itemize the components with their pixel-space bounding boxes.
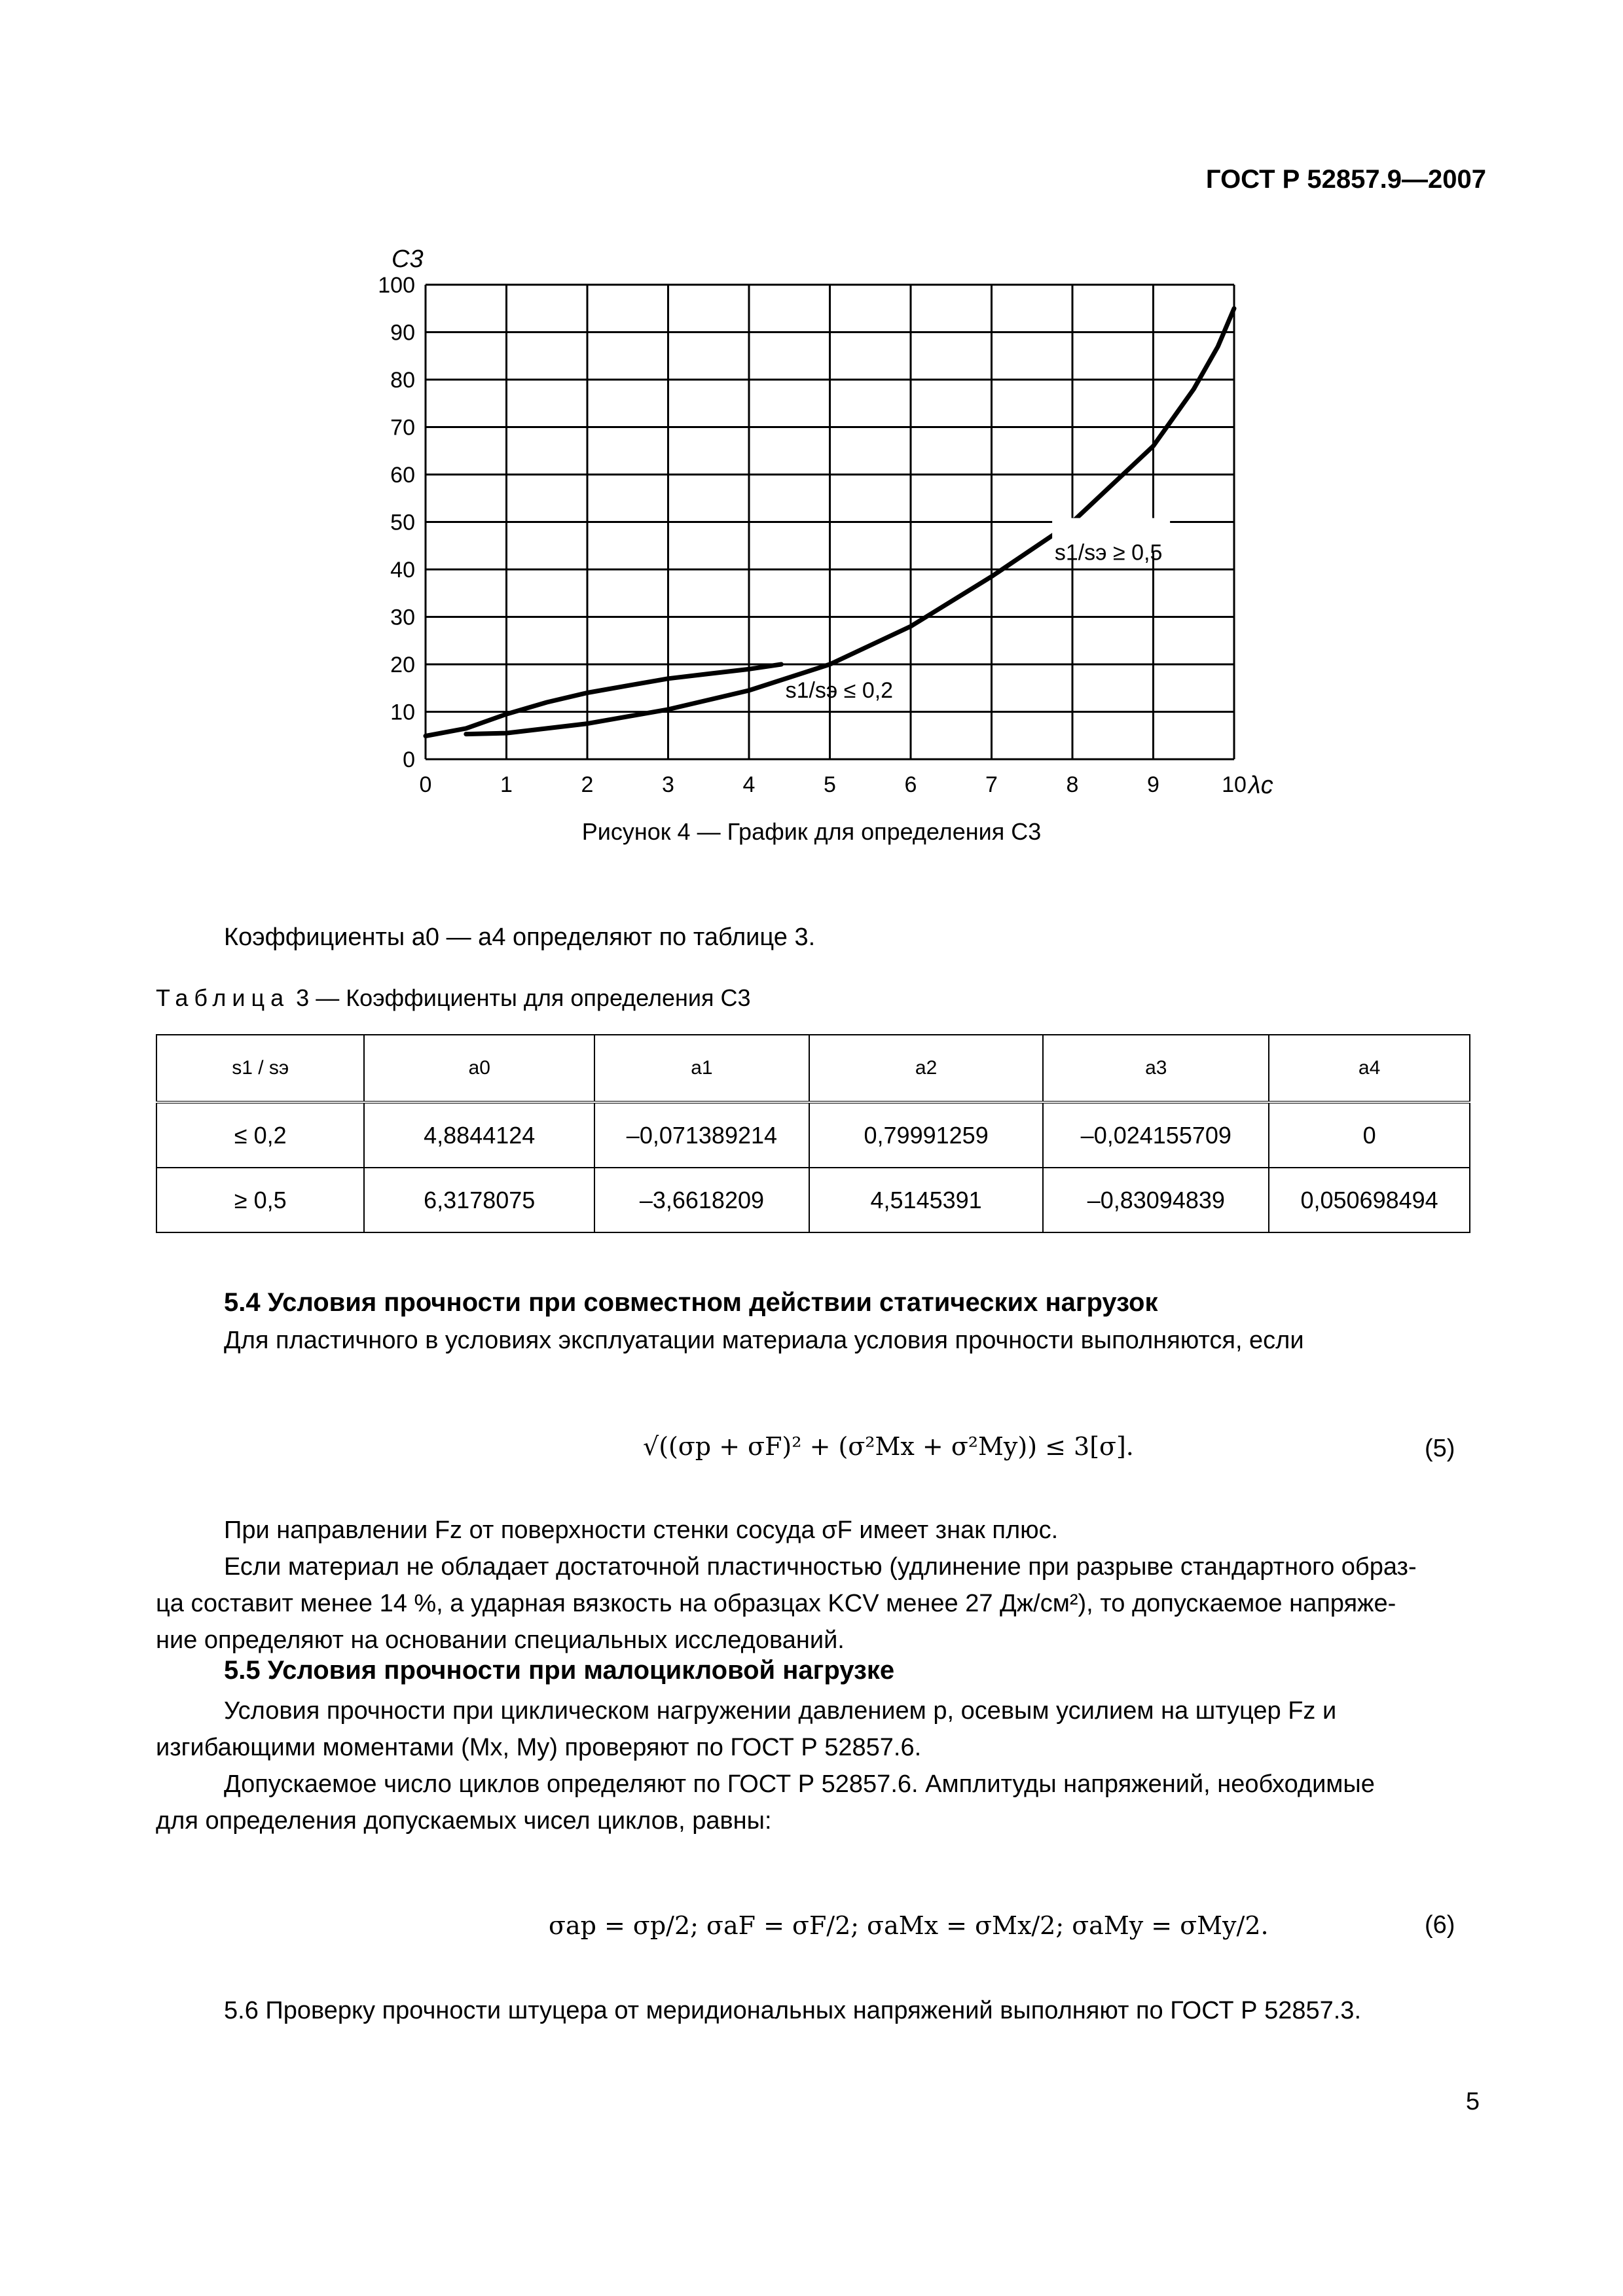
coefficients-paragraph: Коэффициенты a0 — a4 определяют по таблице 3. — [224, 924, 816, 951]
section-5-5-heading: 5.5 Условия прочности при малоцикловой нагрузке — [224, 1656, 895, 1685]
x-axis-label: λc — [1249, 772, 1273, 799]
table-header-row — [156, 1035, 1470, 1102]
formula-5-number: (5) — [1425, 1435, 1455, 1462]
table-cell: –0,024155709 — [1043, 1102, 1269, 1168]
y-tick-label: 100 — [378, 273, 415, 298]
table-header-cell: s1 / sэ — [156, 1035, 364, 1102]
formula-6: σap = σp/2; σaF = σF/2; σaMx = σMx/2; σaMy = σMy/2. — [549, 1911, 1269, 1940]
table-header-cell: a2 — [809, 1035, 1044, 1102]
document-id: ГОСТ Р 52857.9—2007 — [1205, 165, 1486, 194]
series-label-2: s1/sэ ≥ 0,5 — [1054, 540, 1163, 565]
table-header-cell: a3 — [1043, 1035, 1269, 1102]
table-cell: –0,071389214 — [594, 1102, 809, 1168]
cycles-paragraph-line-1: Допускаемое число циклов определяют по ГОСТ Р 52857.6. Амплитуды напряжений, необходимые — [224, 1770, 1375, 1798]
series-line-1 — [426, 664, 781, 736]
x-tick-label: 7 — [985, 772, 998, 797]
table-cell: ≤ 0,2 — [156, 1102, 364, 1168]
y-tick-label: 40 — [390, 558, 415, 583]
plasticity-paragraph-line-2: ца составит менее 14 %, а ударная вязкость на образцах KCV менее 27 Дж/см²), то допускаемое напряже- — [156, 1590, 1396, 1617]
table-caption-word: Таблица — [156, 984, 290, 1011]
cyclic-paragraph-line-1: Условия прочности при циклическом нагружении давлением p, осевым усилием на штуцер Fz и — [224, 1697, 1337, 1725]
y-tick-label: 0 — [403, 747, 415, 772]
table-cell: ≥ 0,5 — [156, 1168, 364, 1232]
section-5-6-paragraph: 5.6 Проверку прочности штуцера от меридиональных напряжений выполняют по ГОСТ Р 52857.3. — [224, 1997, 1361, 2024]
table-header-cell: a4 — [1269, 1035, 1470, 1102]
x-tick-label: 9 — [1147, 772, 1159, 797]
coefficients-table — [156, 1034, 1470, 1233]
table-cell: –0,83094839 — [1043, 1168, 1269, 1232]
x-tick-label: 2 — [581, 772, 594, 797]
y-tick-label: 10 — [390, 700, 415, 725]
plasticity-paragraph-line-3: ние определяют на основании специальных исследований. — [156, 1626, 845, 1654]
table-cell: 0 — [1269, 1102, 1470, 1168]
section-5-4-heading: 5.4 Условия прочности при совместном действии статических нагрузок — [224, 1288, 1158, 1317]
formula-5: √((σp + σF)² + (σ²Mx + σ²My)) ≤ 3[σ]. — [643, 1432, 1134, 1461]
table-cell: 4,8844124 — [364, 1102, 594, 1168]
y-tick-label: 70 — [390, 415, 415, 440]
figure-caption: Рисунок 4 — График для определения C3 — [581, 818, 1042, 845]
fz-direction-paragraph: При направлении Fz от поверхности стенки сосуда σF имеет знак плюс. — [224, 1516, 1059, 1544]
c3-chart — [367, 236, 1322, 812]
table-caption — [156, 984, 751, 1012]
x-tick-label: 1 — [500, 772, 513, 797]
y-axis-label: C3 — [392, 245, 424, 273]
cyclic-paragraph-line-2: изгибающими моментами (Mx, My) проверяют по ГОСТ Р 52857.6. — [156, 1734, 922, 1761]
table-cell: 0,050698494 — [1269, 1168, 1470, 1232]
y-tick-label: 50 — [390, 510, 415, 535]
y-tick-label: 60 — [390, 463, 415, 488]
x-tick-label: 0 — [419, 772, 432, 797]
formula-6-number: (6) — [1425, 1911, 1455, 1939]
y-tick-label: 20 — [390, 653, 415, 677]
table-cell: 4,5145391 — [809, 1168, 1044, 1232]
x-tick-label: 3 — [662, 772, 674, 797]
page-number: 5 — [1465, 2088, 1480, 2115]
table-header-cell: a1 — [594, 1035, 809, 1102]
table-row — [156, 1102, 1470, 1168]
x-tick-label: 6 — [904, 772, 917, 797]
table-cell: 0,79991259 — [809, 1102, 1044, 1168]
table-cell: 6,3178075 — [364, 1168, 594, 1232]
table-caption-rest: 3 — Коэффициенты для определения C3 — [296, 984, 751, 1011]
y-tick-label: 30 — [390, 605, 415, 630]
y-tick-label: 90 — [390, 320, 415, 346]
x-tick-label: 8 — [1066, 772, 1079, 797]
x-tick-label: 5 — [824, 772, 836, 797]
table-row — [156, 1168, 1470, 1232]
y-tick-label: 80 — [390, 368, 415, 393]
series-label-1: s1/sэ ≤ 0,2 — [785, 677, 894, 703]
table-cell: –3,6618209 — [594, 1168, 809, 1232]
x-tick-label: 4 — [742, 772, 756, 797]
table-header-cell: a0 — [364, 1035, 594, 1102]
plasticity-paragraph-line-1: Если материал не обладает достаточной пластичностью (удлинение при разрыве стандартного образ- — [224, 1553, 1417, 1581]
x-tick-label: 10 — [1222, 772, 1247, 797]
cycles-paragraph-line-2: для определения допускаемых чисел циклов, равны: — [156, 1807, 772, 1835]
section-5-4-paragraph: Для пластичного в условиях эксплуатации материала условия прочности выполняются, если — [224, 1327, 1304, 1354]
